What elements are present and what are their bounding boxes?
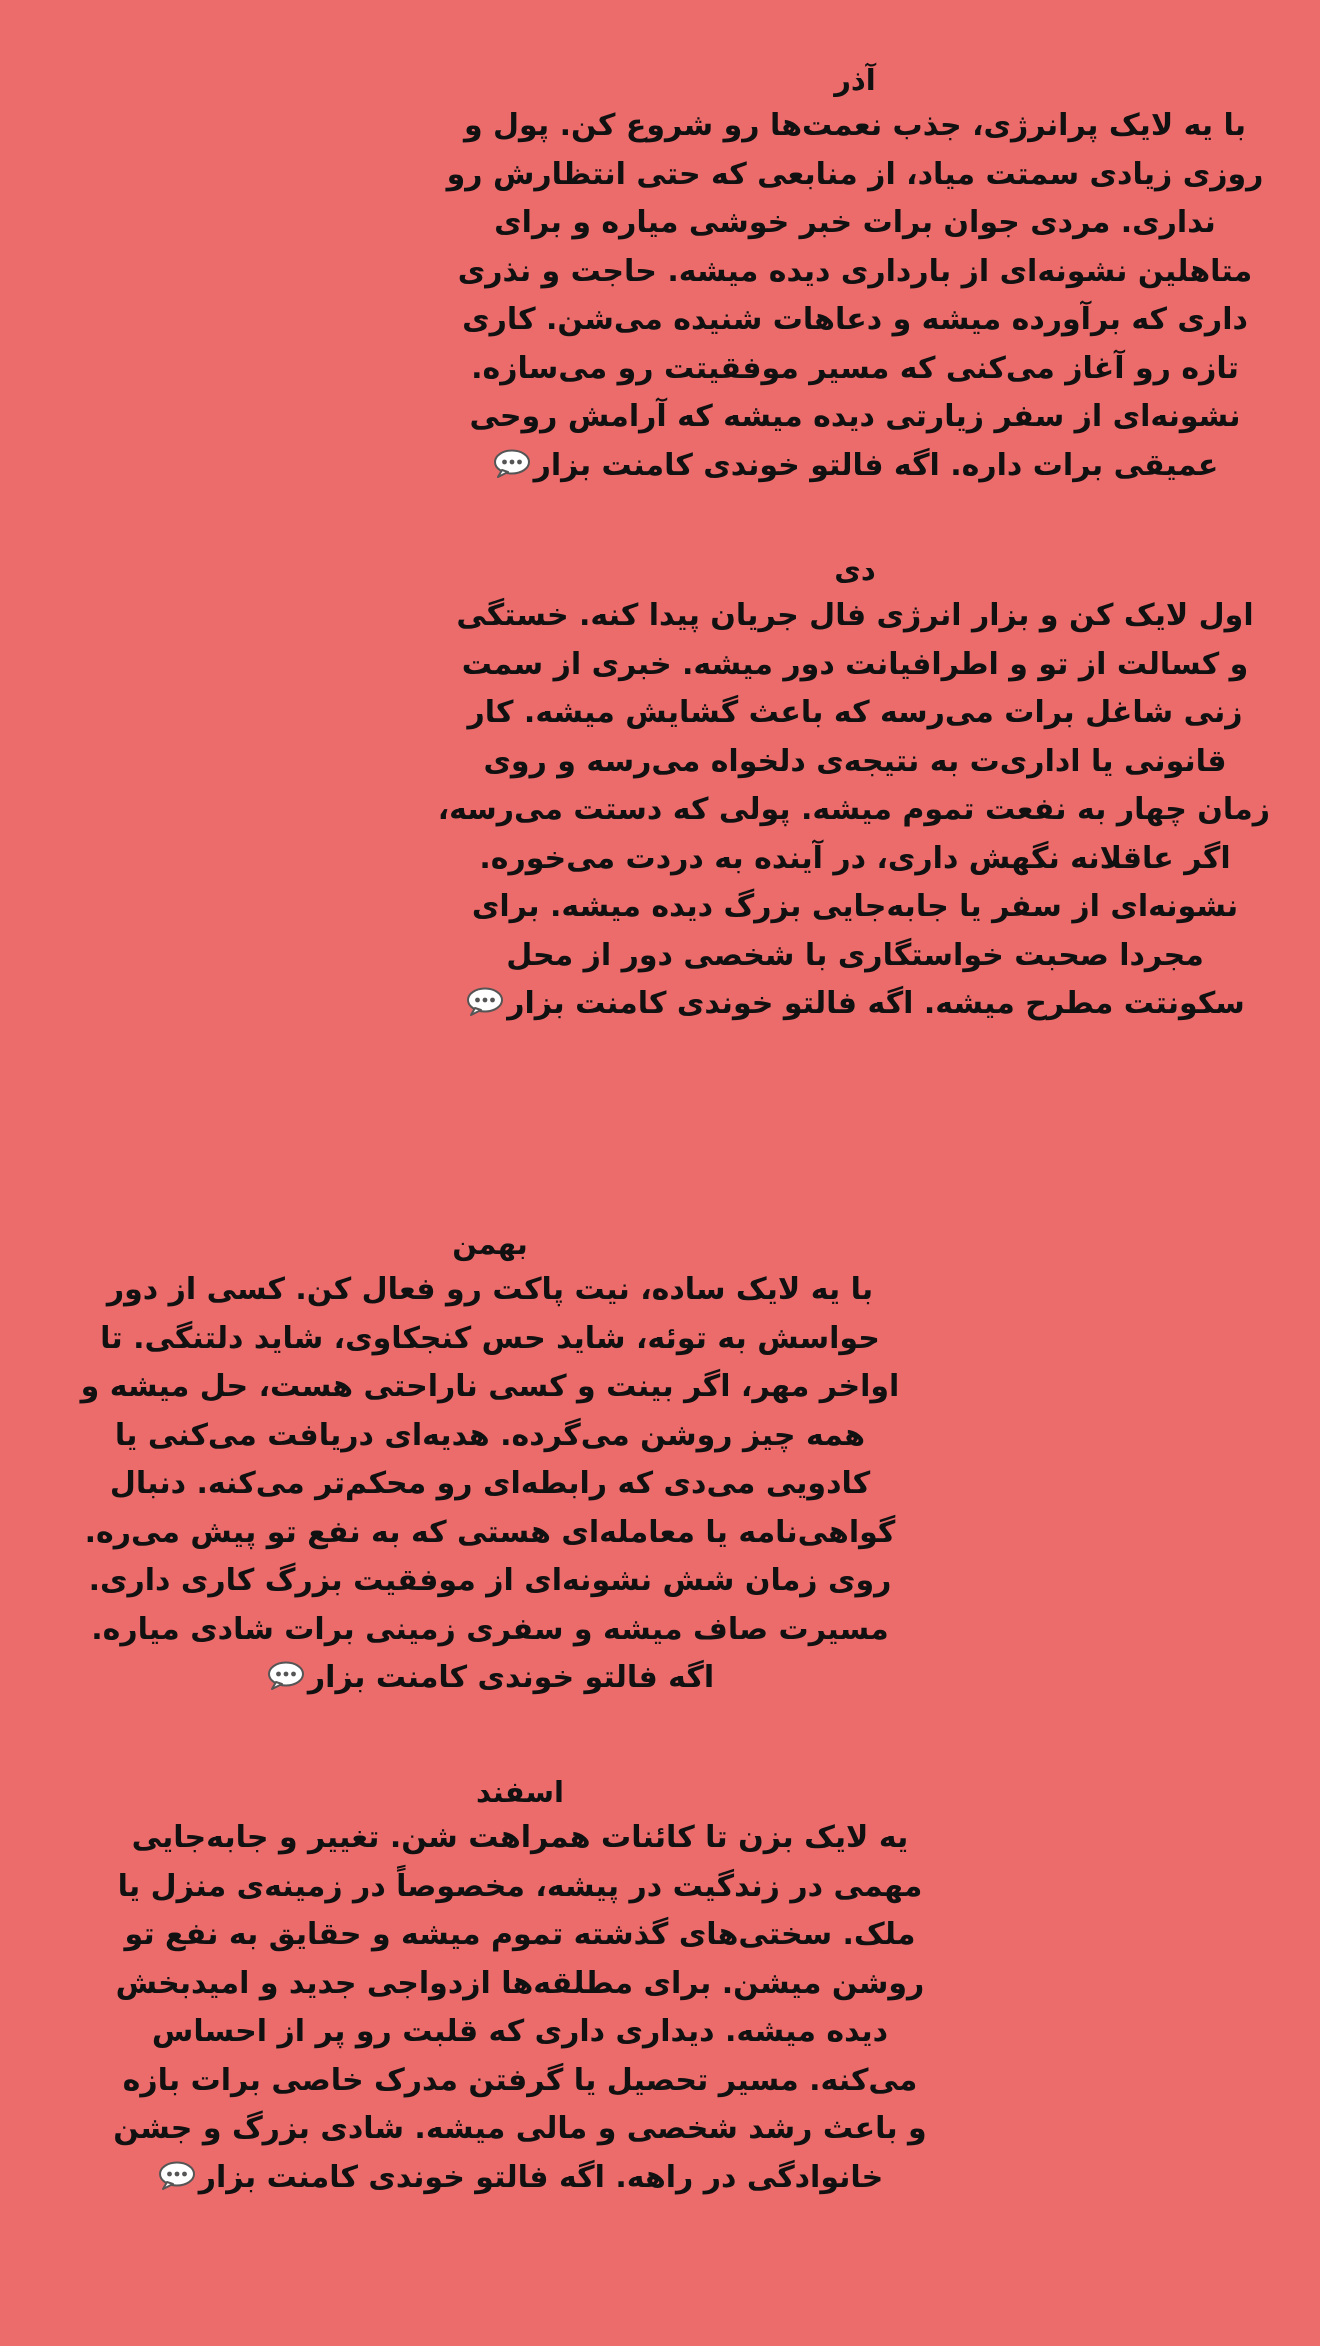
text-line: حواسش به توئه، شاید حس کنجکاوی، شاید دلتنگی. تا [100,1320,880,1356]
text-line: اول لایک کن و بزار انرژی فال جریان پیدا کنه. خستگی [456,598,1254,633]
text-line-last [440,442,1270,491]
text-line: قانونی یا اداری‌ت به نتیجه‌ی دلخواه می‌رسه و روی [483,743,1227,779]
text-line-content: عمیقی برات داره. اگه فالتو خوندی کامنت بزار [533,447,1219,483]
text-line: و کسالت از تو و اطرافیانت دور میشه. خبری از سمت [461,646,1249,682]
text-line: مسیرت صاف میشه و سفری زمینی برات شادی میاره. [91,1611,889,1647]
text-line: می‌کنه. مسیر تحصیل یا گرفتن مدرک خاصی برات بازه [122,2062,918,2098]
section-esfand [40,1770,1000,2202]
text-line-last [40,2154,1000,2203]
section-dey [437,548,1270,1029]
text-line-content: سکونتت مطرح میشه. اگه فالتو خوندی کامنت بزار [507,986,1245,1021]
text-line: داری که برآورده میشه و دعاهات شنیده می‌شن. کاری [462,302,1248,337]
text-line: نشونه‌ای از سفر یا جابه‌جایی بزرگ دیده میشه. برای [471,889,1239,924]
text-line: زنی شاغل برات می‌رسه که باعث گشایش میشه. کار [467,695,1243,730]
text-line: زمان چهار به نفعت تموم میشه. پولی که دستت می‌رسه، [437,792,1270,827]
text-line-last [440,980,1270,1029]
text-line: مهمی در زندگیت در پیشه، مخصوصاً در زمینه‌ی منزل یا [117,1868,923,1904]
text-line: همه چیز روشن می‌گرده. هدیه‌ای دریافت می‌کنی یا [114,1417,866,1453]
speech-bubble-icon [266,1658,306,1688]
text-line: اواخر مهر، اگر بینت و کسی ناراحتی هست، حل میشه و [80,1369,900,1404]
text-line: نداری. مردی جوان برات خبر خوشی میاره و برای [494,205,1216,240]
text-line: دیده میشه. دیداری داری که قلبت رو پر از احساس [151,2014,889,2049]
text-line: روزی زیادی سمتت میاد، از منابعی که حتی انتظارش رو [446,156,1264,192]
text-line: اگر عاقلانه نگهش داری، در آینده به دردت می‌خوره. [479,840,1231,876]
month-title-bahman: بهمن [452,1227,528,1261]
text-line: تازه رو آغاز می‌کنی که مسیر موفقیتت رو می‌سازه. [471,350,1239,386]
text-line: گواهی‌نامه یا معامله‌ای هستی که به نفع تو پیش می‌ره. [84,1514,896,1550]
speech-bubble-icon [492,446,532,476]
text-line: روشن میشن. برای مطلقه‌ها ازدواجی جدید و امیدبخش [115,1965,925,2001]
text-line: نشونه‌ای از سفر زیارتی دیده میشه که آرامش روحی [469,399,1241,434]
text-line: با یه لایک پرانرژی، جذب نعمت‌ها رو شروع کن. پول و [463,108,1247,143]
text-line: و باعث رشد شخصی و مالی میشه. شادی بزرگ و جشن [113,2111,927,2146]
text-line: ملک. سختی‌های گذشته تموم میشه و حقایق به نفع تو [124,1917,916,1952]
text-line: با یه لایک ساده، نیت پاکت رو فعال کن. کسی از دور [106,1272,874,1307]
section-azar [440,58,1270,490]
section-bahman [40,1222,940,1703]
text-line-last [40,1654,940,1703]
month-title-esfand: اسفند [476,1775,564,1809]
text-line: مجردا صحبت خواستگاری با شخصی دور از محل [506,937,1204,973]
speech-bubble-icon [157,2158,197,2188]
text-line: یه لایک بزن تا کائنات همراهت شن. تغییر و جابه‌جایی [131,1820,909,1855]
text-line-content: خانوادگی در راهه. اگه فالتو خوندی کامنت بزار [198,2159,884,2195]
text-line-content: اگه فالتو خوندی کامنت بزار [307,1660,715,1695]
month-title-azar: آذر [834,63,876,97]
text-line: روی زمان شش نشونه‌ای از موفقیت بزرگ کاری داری. [88,1563,892,1598]
month-title-dey: دی [834,553,876,587]
text-line: متاهلین نشونه‌ای از بارداری دیده میشه. حاجت و نذری [457,253,1253,289]
text-line: کادویی می‌دی که رابطه‌ای رو محکم‌تر می‌کنه. دنبال [109,1466,871,1501]
speech-bubble-icon [465,984,505,1014]
